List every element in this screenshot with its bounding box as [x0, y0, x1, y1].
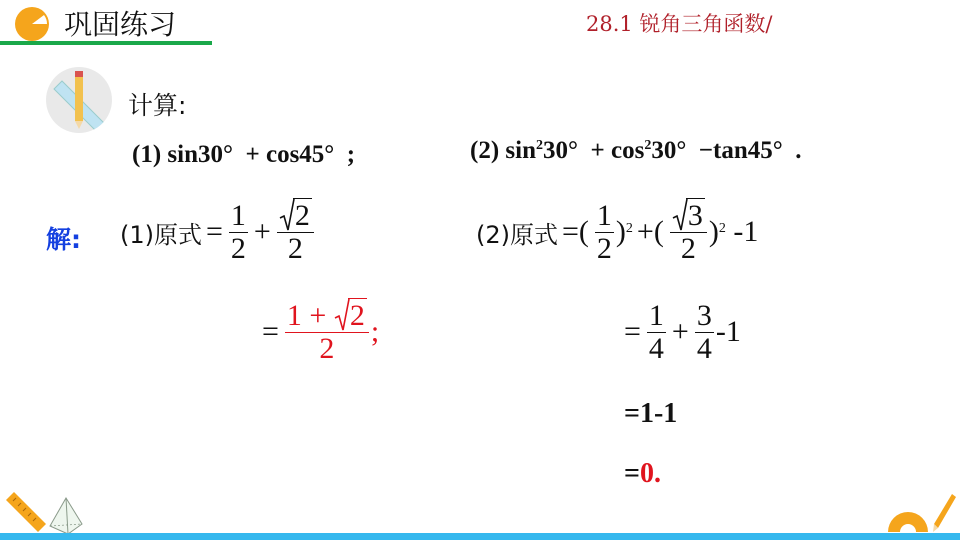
- solution-1-line-1: (1)原式 = $\frac{1}{2}$ + $\frac{2}{2}$: [120, 200, 316, 264]
- footer-bar: [0, 533, 960, 540]
- problem-2: (2) $\sin^230^\circ + \cos^230^\circ -\tan 45^\circ$ .: [470, 137, 802, 164]
- problem-1: (1) sin30° + cos45° ;: [132, 141, 356, 168]
- protractor-icon: [884, 488, 958, 534]
- solution-2-line-1: (2)原式 =( $\frac{1}{2}$ )$^2$ +( $\frac{3}{2}$ )$^2$ -1: [476, 199, 759, 265]
- calc-label: 计算:: [128, 91, 187, 120]
- pyramid-icon: [46, 496, 86, 536]
- ruler-icon: [4, 488, 48, 532]
- solution-2-prefix: (2)原式: [476, 220, 558, 249]
- lesson-subtitle: 28.1 锐角三角函数/: [586, 12, 773, 36]
- ruler-pencil-icon: [46, 67, 112, 133]
- solution-1-prefix: (1)原式: [120, 220, 202, 249]
- pie-chart-icon: [14, 6, 50, 42]
- section-title: 巩固练习: [64, 8, 177, 41]
- solution-2-line-2: = $\frac{1}{4}$ + $\frac{3}{4}$ -1: [624, 299, 741, 365]
- solution-2-line-4: =0.: [624, 458, 661, 489]
- header-underline: [0, 41, 212, 45]
- solution-1-line-2: = 1 + 2 2 ;: [262, 299, 380, 365]
- solution-label: 解:: [46, 225, 81, 254]
- solution-2-line-3: =1-1: [624, 398, 678, 429]
